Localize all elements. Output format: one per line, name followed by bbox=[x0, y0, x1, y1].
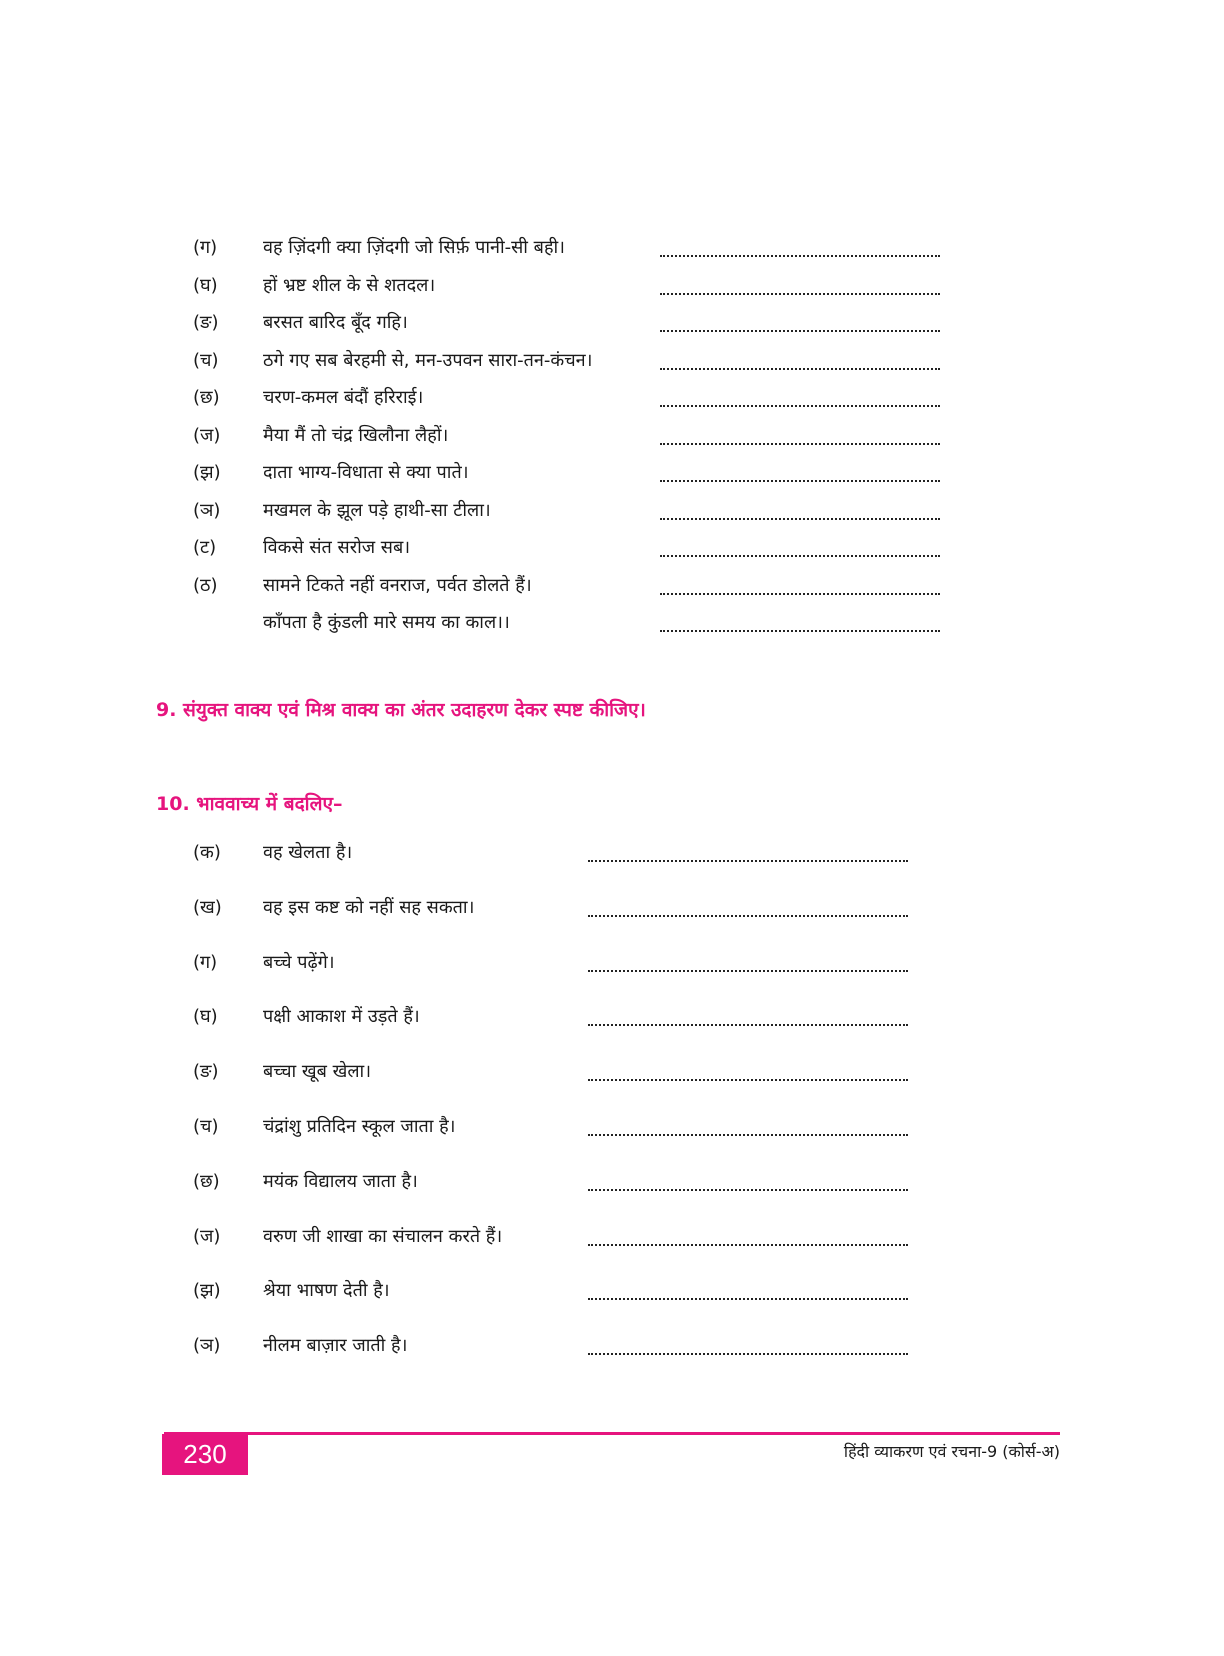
answer-blank[interactable] bbox=[660, 293, 940, 295]
list-item bbox=[193, 1331, 908, 1361]
list-item bbox=[193, 421, 940, 451]
list-item bbox=[193, 533, 940, 563]
answer-blank[interactable] bbox=[588, 915, 908, 917]
list-item bbox=[193, 948, 908, 978]
item-text: सामने टिकते नहीं वनराज, पर्वत डोलते हैं। bbox=[263, 574, 532, 596]
item-label: (ख) bbox=[193, 896, 222, 918]
item-text: वह इस कष्ट को नहीं सह सकता। bbox=[263, 896, 475, 918]
item-label: (झ) bbox=[193, 1280, 221, 1302]
item-text: श्रेया भाषण देती है। bbox=[263, 1280, 390, 1302]
item-text: मखमल के झूल पड़े हाथी-सा टीला। bbox=[263, 499, 491, 521]
answer-blank[interactable] bbox=[588, 860, 908, 862]
list-item bbox=[193, 893, 908, 923]
list-item bbox=[193, 571, 940, 601]
item-label: (ग) bbox=[193, 237, 218, 258]
answer-blank[interactable] bbox=[588, 970, 908, 972]
item-text: नीलम बाज़ार जाती है। bbox=[263, 1335, 408, 1357]
item-label: (छ) bbox=[193, 387, 220, 408]
answer-blank[interactable] bbox=[660, 555, 940, 557]
item-label: (ञ) bbox=[193, 499, 221, 521]
list-item bbox=[193, 233, 940, 263]
item-text: बरसत बारिद बूँद गहि। bbox=[263, 312, 408, 333]
list-item bbox=[193, 838, 908, 868]
item-label: (च) bbox=[193, 1116, 219, 1137]
list-item bbox=[193, 1276, 908, 1306]
answer-blank[interactable] bbox=[660, 405, 940, 407]
item-text: पक्षी आकाश में उड़ते हैं। bbox=[263, 1006, 420, 1028]
item-label: (ग) bbox=[193, 951, 218, 973]
list-item bbox=[193, 1057, 908, 1087]
item-text: दाता भाग्य-विधाता से क्या पाते। bbox=[263, 462, 469, 483]
item-label: (ठ) bbox=[193, 574, 218, 596]
item-text: ठगे गए सब बेरहमी से, मन-उपवन सारा-तन-कंचन। bbox=[263, 349, 593, 371]
item-text: बच्चे पढ़ेंगे। bbox=[263, 951, 335, 973]
item-label: (ज) bbox=[193, 424, 221, 446]
item-label: (ङ) bbox=[193, 1061, 219, 1083]
item-label: (ङ) bbox=[193, 312, 219, 333]
list-item bbox=[193, 608, 940, 638]
item-label: (घ) bbox=[193, 1006, 218, 1028]
item-text: चंद्रांशु प्रतिदिन स्कूल जाता है। bbox=[263, 1116, 456, 1137]
item-label: (ञ) bbox=[193, 1335, 221, 1357]
answer-blank[interactable] bbox=[660, 368, 940, 370]
answer-blank[interactable] bbox=[588, 1134, 908, 1136]
item-text: वह खेलता है। bbox=[263, 842, 353, 863]
footer-rule bbox=[164, 1432, 1060, 1435]
item-text: हों भ्रष्ट शील के से शतदल। bbox=[263, 274, 436, 296]
item-label: (झ) bbox=[193, 462, 221, 483]
answer-blank[interactable] bbox=[660, 518, 940, 520]
answer-blank[interactable] bbox=[660, 480, 940, 482]
answer-blank[interactable] bbox=[588, 1298, 908, 1300]
item-label: (च) bbox=[193, 349, 219, 371]
list-item bbox=[193, 1222, 908, 1252]
answer-blank[interactable] bbox=[660, 630, 940, 632]
item-label: (क) bbox=[193, 842, 221, 863]
book-title: हिंदी व्याकरण एवं रचना-9 (कोर्स-अ) bbox=[843, 1442, 1060, 1461]
page-number: 230 bbox=[162, 1434, 248, 1475]
item-text: मयंक विद्यालय जाता है। bbox=[263, 1170, 418, 1192]
answer-blank[interactable] bbox=[660, 593, 940, 595]
list-item bbox=[193, 1112, 908, 1142]
answer-blank[interactable] bbox=[660, 330, 940, 332]
item-text: चरण-कमल बंदौं हरिराई। bbox=[263, 387, 424, 408]
answer-blank[interactable] bbox=[588, 1024, 908, 1026]
answer-blank[interactable] bbox=[660, 443, 940, 445]
item-label: (ट) bbox=[193, 537, 217, 558]
item-text: काँपता है कुंडली मारे समय का काल।। bbox=[263, 612, 510, 633]
item-label: (छ) bbox=[193, 1170, 220, 1192]
item-text: वह ज़िंदगी क्या ज़िंदगी जो सिर्फ़ पानी-सी बही। bbox=[263, 237, 566, 258]
item-text: वरुण जी शाखा का संचालन करते हैं। bbox=[263, 1225, 503, 1247]
answer-blank[interactable] bbox=[588, 1189, 908, 1191]
item-text: विकसे संत सरोज सब। bbox=[263, 537, 411, 558]
list-item bbox=[193, 1002, 908, 1032]
item-text: मैया मैं तो चंद्र खिलौना लैहों। bbox=[263, 424, 449, 446]
list-item bbox=[193, 496, 940, 526]
question-10-heading: 10. भाववाच्य में बदलिए– bbox=[156, 793, 343, 815]
answer-blank[interactable] bbox=[588, 1079, 908, 1081]
list-item bbox=[193, 271, 940, 301]
list-item bbox=[193, 383, 940, 413]
item-text: बच्चा खूब खेला। bbox=[263, 1061, 372, 1083]
question-9-heading: 9. संयुक्त वाक्य एवं मिश्र वाक्य का अंतर उदाहरण देकर स्पष्ट कीजिए। bbox=[156, 699, 646, 721]
answer-blank[interactable] bbox=[660, 255, 940, 257]
list-item bbox=[193, 458, 940, 488]
list-item bbox=[193, 1167, 908, 1197]
list-item bbox=[193, 308, 940, 338]
answer-blank[interactable] bbox=[588, 1353, 908, 1355]
list-item bbox=[193, 346, 940, 376]
answer-blank[interactable] bbox=[588, 1244, 908, 1246]
item-label: (घ) bbox=[193, 274, 218, 296]
item-label: (ज) bbox=[193, 1225, 221, 1247]
